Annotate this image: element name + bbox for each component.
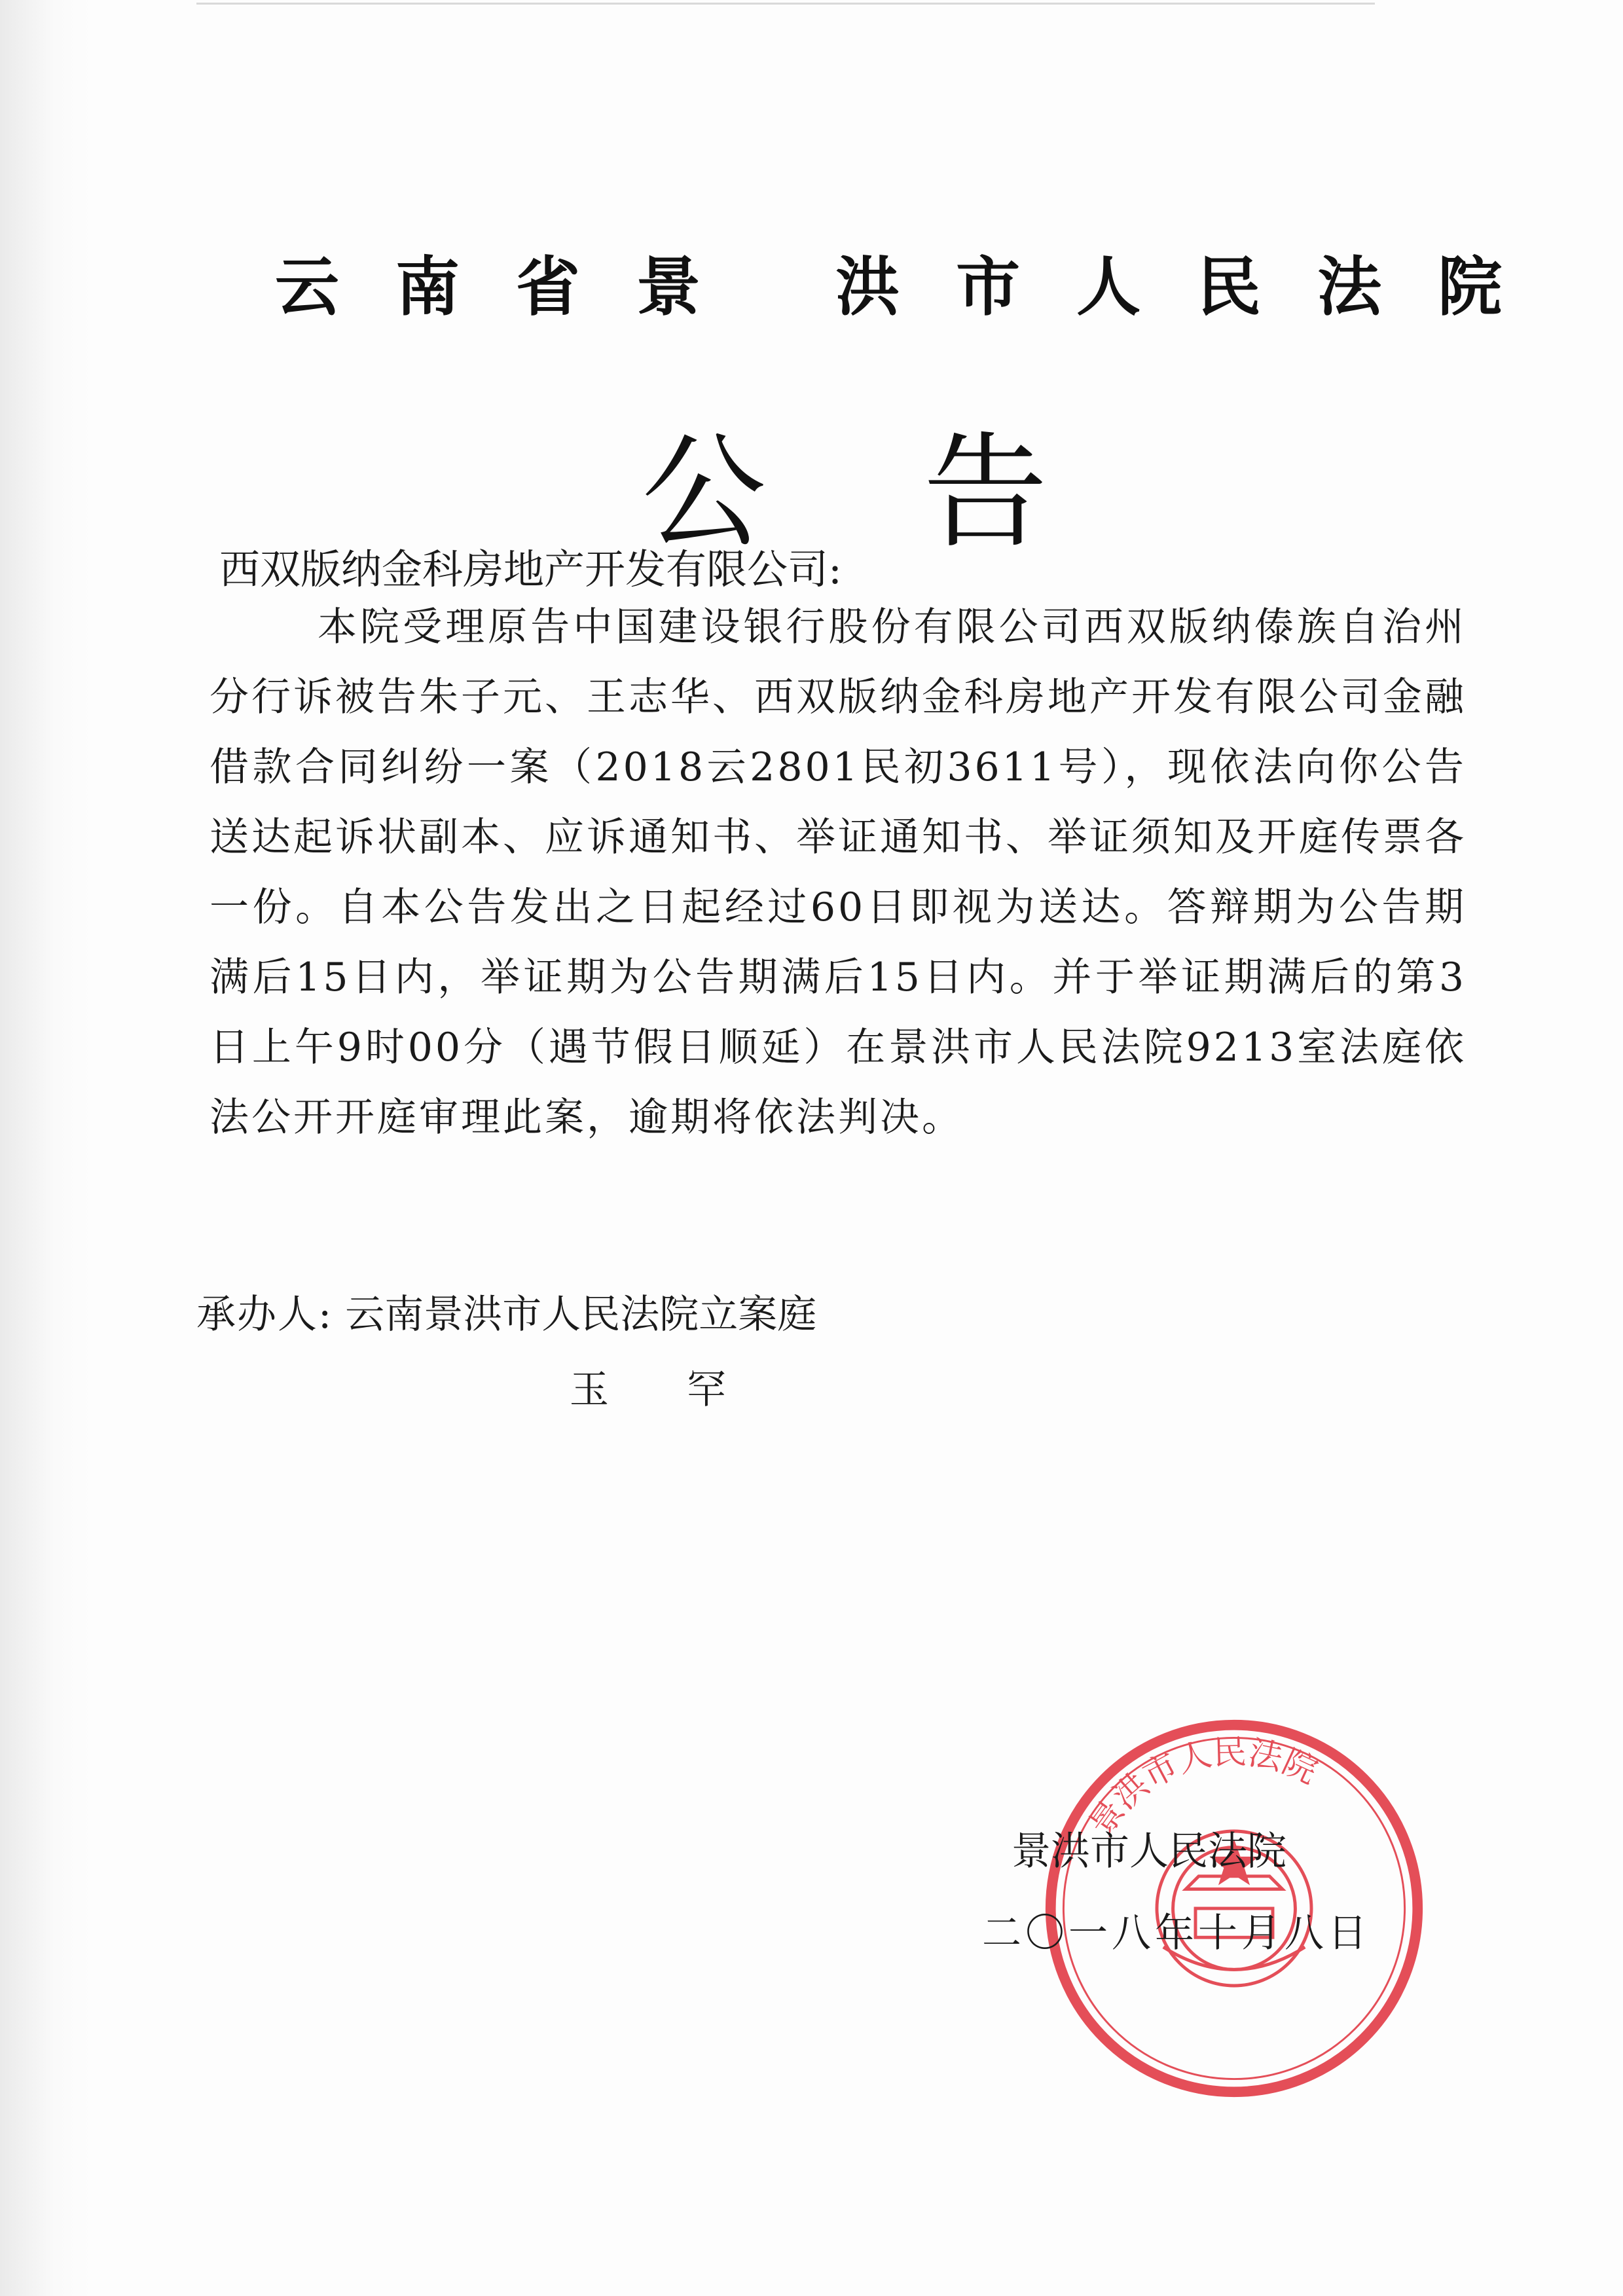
court-name-heading: 云南省景 洪市人民法院 (275, 250, 1559, 325)
issuing-court: 景洪市人民法院 (1012, 1829, 1286, 1874)
handler-label: 承办人: (196, 1292, 333, 1338)
addressee: 西双版纳金科房地产开发有限公司: (219, 545, 842, 593)
handler-department: 云南景洪市人民法院立案庭 (345, 1292, 817, 1338)
seal-text-path: 景洪市人民法院 (1082, 1733, 1323, 1844)
notice-title: 公告 (642, 420, 1205, 565)
scan-top-line (196, 3, 1375, 5)
scan-edge-shadow (0, 0, 92, 2296)
notice-body: 本院受理原告中国建设银行股份有限公司西双版纳傣族自治州分行诉被告朱子元、王志华、西双版纳金科房地产开发有限公司金融借款合同纠纷一案（2018云2801民初3611号），现依法向你公告送达起诉状副本、应诉通知书、举证通知书、举证须知及开庭传票各一份。自本公告发出之日起经过60日即视为送达。答辩期为公告期满后15日内，举证期为公告期满后15日内。并于举证期满后的第3日上午9时00分（遇节假日顺延）在景洪市人民法院9213室法庭依法公开开庭审理此案，逾期将依法判决。 (210, 604, 1467, 1140)
issue-date: 二〇一八年十月八日 (982, 1910, 1371, 1956)
handler-name: 玉 罕 (570, 1367, 759, 1413)
handler-line (196, 1283, 816, 1339)
